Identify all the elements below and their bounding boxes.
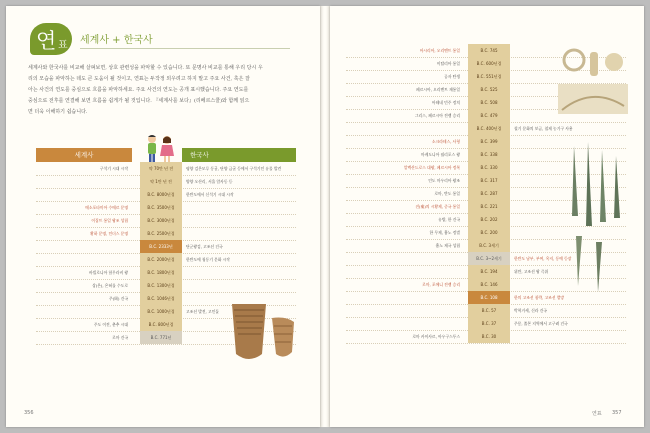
korea-event: 위만, 고조선 왕 즉위 bbox=[514, 269, 549, 274]
year-label: B.C. 202 bbox=[468, 213, 510, 226]
year-label: B.C. 221 bbox=[468, 200, 510, 213]
korea-event: 양양 오산리, 서울 암사동 등 bbox=[186, 179, 233, 184]
world-event: 인도 마우리아 왕조 bbox=[428, 178, 460, 183]
intro-line: 중심으로 전후를 연결해 보면 흐름을 쉽게가 될 것입니다. 『세계사를 보다』(리베르스쿨)와 함께 읽으 bbox=[28, 98, 250, 104]
year-label: B.C. 1000년경 bbox=[140, 305, 182, 318]
world-event: 로마, 포에니 전쟁 승리 bbox=[422, 282, 460, 287]
year-label: B.C. 194 bbox=[468, 265, 510, 278]
comb-pattern-pottery-image bbox=[228, 296, 298, 366]
year-label: B.C. 479 bbox=[468, 109, 510, 122]
section-topic: 세계사 + 한국사 bbox=[80, 35, 153, 46]
world-event: 상(은), 은허를 수도로 bbox=[92, 283, 128, 288]
year-label: B.C. 1800년경 bbox=[140, 266, 182, 279]
badge-big-char: 연 bbox=[36, 29, 57, 53]
timeline-row bbox=[36, 266, 296, 280]
year-label: 약 70만 년 전 bbox=[140, 162, 182, 175]
badge-small-char: 표 bbox=[58, 40, 68, 51]
year-label: B.C. 57 bbox=[468, 304, 510, 317]
korea-event: 고조선 발전, 고인돌 bbox=[186, 309, 219, 314]
intro-line: 아는 사건의 연도를 중심으로 흐름을 파악하세요. 주요 사건의 연도는 공개 표시했습니다. 주요 연도를 bbox=[28, 87, 249, 93]
timeline-row bbox=[346, 330, 626, 344]
page-number-left: 356 bbox=[24, 410, 34, 416]
korea-event: 단군왕검, 고조선 건국 bbox=[186, 244, 223, 249]
world-event: 황하 문명, 인더스 문명 bbox=[90, 231, 128, 236]
world-event: 흉노 제국 성립 bbox=[435, 243, 460, 248]
year-label: B.C. 400년경 bbox=[468, 122, 510, 135]
right-page bbox=[330, 6, 644, 427]
header-world-history: 세계사 bbox=[36, 148, 132, 162]
year-label: B.C. 2333년 bbox=[140, 240, 182, 253]
year-label: B.C. 525 bbox=[468, 83, 510, 96]
world-event: 마케도니아 필리포스 왕 bbox=[420, 152, 460, 157]
year-label: 약 1만 년 전 bbox=[140, 175, 182, 188]
timeline-row bbox=[36, 253, 296, 267]
section-badge bbox=[30, 23, 72, 55]
timeline-row bbox=[36, 240, 296, 254]
year-label: B.C. 330 bbox=[468, 161, 510, 174]
world-event: 페르시아, 오리엔트 재통일 bbox=[416, 87, 460, 92]
timeline-row bbox=[36, 175, 296, 189]
world-event: 공자 탄생 bbox=[444, 74, 460, 79]
world-event: 아시리아, 오리엔트 통일 bbox=[419, 48, 460, 53]
world-event: 로마 건국 bbox=[112, 335, 128, 340]
book-gutter bbox=[320, 6, 330, 427]
year-label: B.C. 745 bbox=[468, 44, 510, 57]
intro-line: 면 더욱 이해하기 쉽습니다. bbox=[28, 109, 88, 115]
korea-event: 철기 문화의 보급, 철제 농기구 사용 bbox=[514, 126, 573, 131]
year-label: B.C. 1300년경 bbox=[140, 279, 182, 292]
year-label: B.C. 1046년경 bbox=[140, 292, 182, 305]
timeline-row bbox=[36, 188, 296, 202]
korea-event: 한반도 남부, 부여, 옥저, 동예 등장 bbox=[514, 256, 572, 261]
world-event: 한 무제, 흉노 정벌 bbox=[429, 230, 460, 235]
header-korean-history: 한국사 bbox=[182, 148, 296, 162]
world-event: 로마 카이사르, 아우구스투스 bbox=[412, 334, 460, 339]
year-label: B.C. 30 bbox=[468, 330, 510, 343]
timeline-row bbox=[346, 304, 626, 318]
year-label: B.C. 508 bbox=[468, 96, 510, 109]
world-event: 주(周) 건국 bbox=[109, 296, 128, 301]
world-event: 아테네 민주 정치 bbox=[431, 100, 460, 105]
bronze-artifacts-image bbox=[552, 46, 634, 306]
year-label: B.C. 2500년경 bbox=[140, 227, 182, 240]
year-label: B.C. 108 bbox=[468, 291, 510, 304]
intro-paragraph bbox=[28, 63, 300, 118]
year-label: B.C. 3500년경 bbox=[140, 201, 182, 214]
world-event: 알렉산드로스 대왕, 페르시아 정복 bbox=[403, 165, 460, 170]
korea-event: 평양 검은모루 동굴, 단양 금굴 등에서 구석기인 유물 발견 bbox=[186, 166, 282, 171]
year-label: B.C. 551년경 bbox=[468, 70, 510, 83]
year-label: B.C. 771년 bbox=[140, 331, 182, 344]
year-label: B.C. 3세기 bbox=[468, 239, 510, 252]
year-label: B.C. 37 bbox=[468, 317, 510, 330]
world-event: 주도 이전, 춘추 시대 bbox=[93, 322, 128, 327]
year-label: B.C. 800년경 bbox=[140, 318, 182, 331]
korea-event: 박혁거세, 신라 건국 bbox=[514, 308, 547, 313]
world-event: 로마, 반도 통일 bbox=[434, 191, 460, 196]
year-label: B.C. 200 bbox=[468, 226, 510, 239]
korea-event: 주몽, 졸본 지역에서 고구려 건국 bbox=[514, 321, 568, 326]
world-event: 유방, 한 건국 bbox=[438, 217, 460, 222]
left-page bbox=[6, 6, 320, 427]
year-label: B.C. 3000년경 bbox=[140, 214, 182, 227]
year-label: B.C. 399 bbox=[468, 135, 510, 148]
year-label: B.C. 146 bbox=[468, 278, 510, 291]
page-number-right: 357 bbox=[612, 410, 622, 416]
world-event: 소크라테스, 사형 bbox=[431, 139, 460, 144]
title-rule bbox=[80, 48, 290, 49]
timeline-row bbox=[36, 201, 296, 215]
korea-event: 한의 고조선 침략, 고조선 멸망 bbox=[514, 295, 565, 300]
world-event: 메소포타미아 수메르 문명 bbox=[85, 205, 128, 210]
intro-line: 리의 모습을 파악하는 데도 큰 도움이 될 것이고, 연표는 두작정 외우려고 하지 말고 주요 사건, 혹은 잘 bbox=[28, 76, 250, 82]
timeline-row bbox=[36, 162, 296, 176]
timeline-row bbox=[36, 227, 296, 241]
world-event: 진(秦)의 시황제, 중국 통일 bbox=[415, 204, 460, 209]
year-label: B.C. 600년경 bbox=[468, 57, 510, 70]
year-label: B.C. 338 bbox=[468, 148, 510, 161]
year-label: B.C. 317 bbox=[468, 174, 510, 187]
timeline-row bbox=[36, 279, 296, 293]
year-label: B.C. 8000년경 bbox=[140, 188, 182, 201]
year-label: B.C. 2000년경 bbox=[140, 253, 182, 266]
world-event: 그리스, 페르시아 전쟁 승리 bbox=[414, 113, 460, 118]
year-label: B.C. 287 bbox=[468, 187, 510, 200]
children-illustration bbox=[142, 133, 178, 163]
world-event: 이집트 통일 왕조 성립 bbox=[91, 218, 128, 223]
world-event: 바빌로니아 함무라비 왕 bbox=[88, 270, 128, 275]
world-event: 구석기 시대 시작 bbox=[99, 166, 128, 171]
korea-event: 한반도에 청동기 문화 시작 bbox=[186, 257, 230, 262]
korea-event: 한반도에서 신석기 시대 시작 bbox=[186, 192, 234, 197]
running-title: 연표 bbox=[592, 411, 602, 417]
timeline-row bbox=[346, 317, 626, 331]
year-label: B.C. 3~2세기 bbox=[468, 252, 510, 265]
intro-line: 세계사와 한국사를 비교해 살펴보면, 상호 관련성을 파악할 수 있습니다. 또 문명사 비교를 통해 우리 당시 우 bbox=[28, 65, 263, 71]
timeline-row bbox=[36, 214, 296, 228]
world-event: 이탈리아 통일 bbox=[436, 61, 460, 66]
